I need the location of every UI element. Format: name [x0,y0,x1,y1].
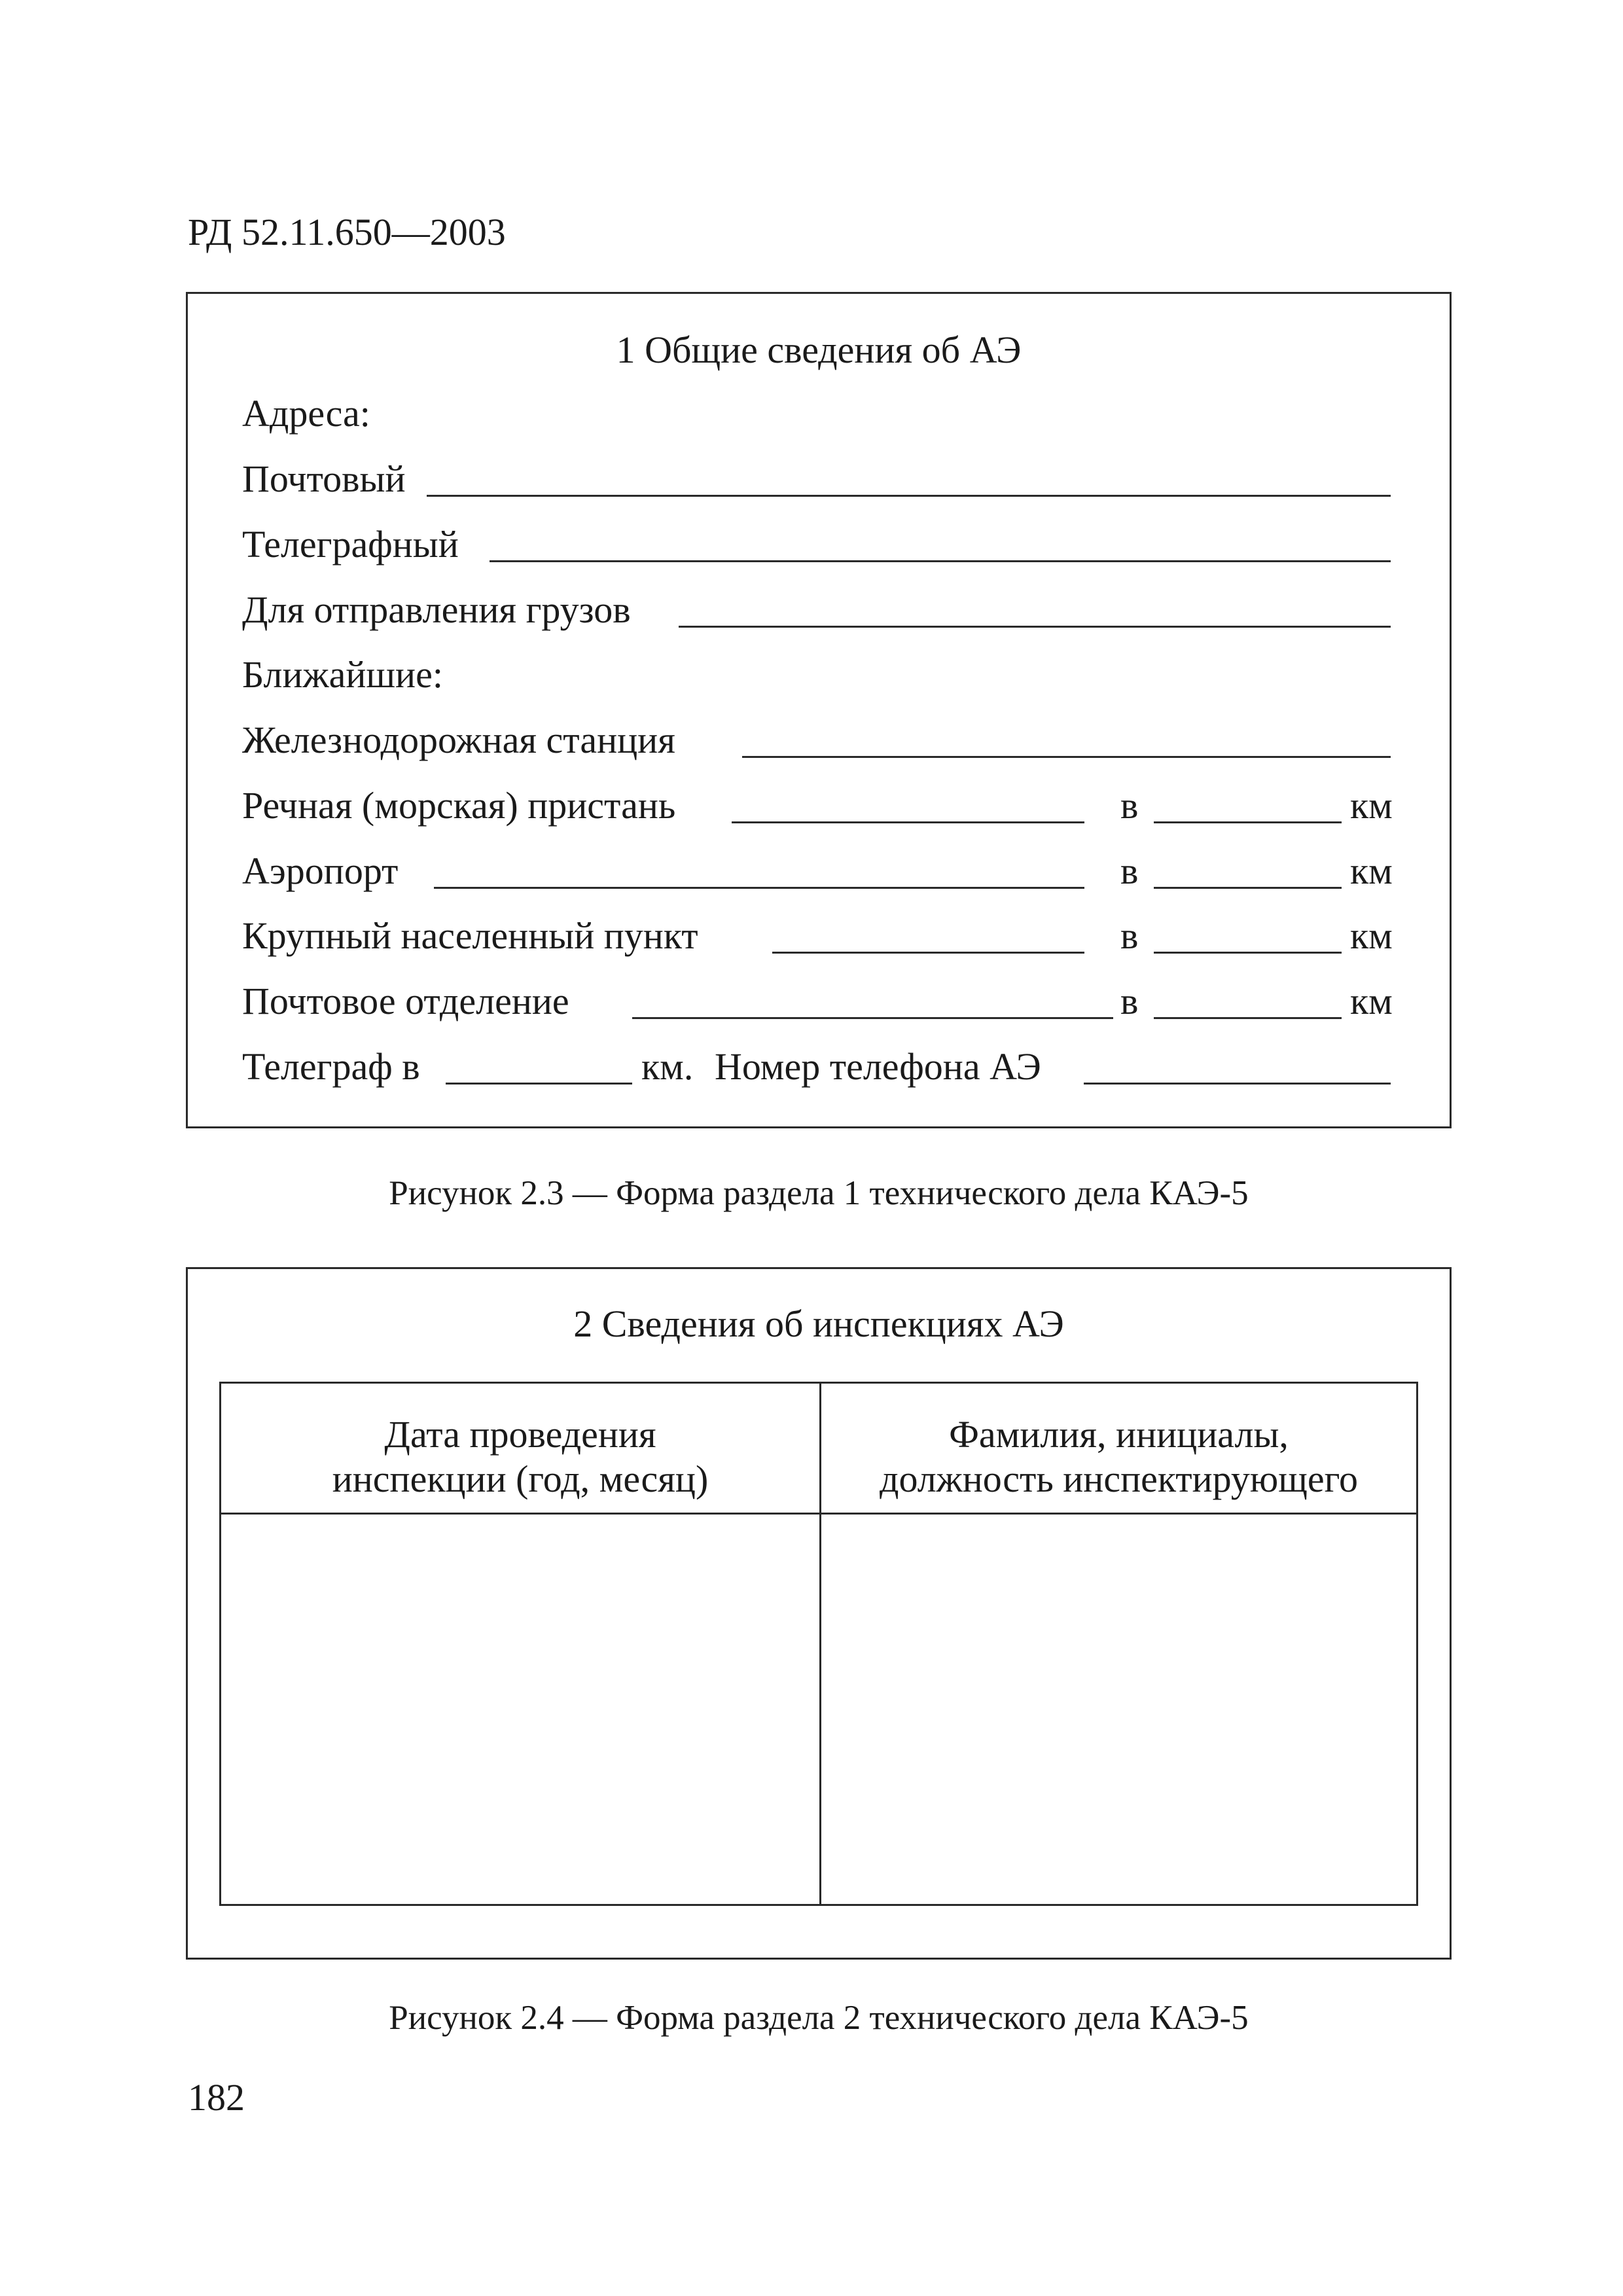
settlement-km-label: км [1350,914,1393,957]
table-header-line: инспекции (год, месяц) [332,1458,709,1500]
railway-station-field[interactable] [742,756,1391,758]
settlement-distance-field[interactable] [1154,952,1342,954]
airport-distance-field[interactable] [1154,887,1342,889]
settlement-label: Крупный населенный пункт [242,914,698,957]
telegraph-address-field[interactable] [490,560,1391,562]
section2-title: 2 Сведения об инспекциях АЭ [573,1302,1064,1345]
settlement-in-label: в [1120,914,1139,957]
figure-2-3-caption: Рисунок 2.3 — Форма раздела 1 технического дела КАЭ-5 [389,1174,1249,1212]
cargo-address-label: Для отправления грузов [242,588,631,631]
post-office-km-label: км [1350,980,1393,1022]
river-pier-field[interactable] [732,821,1084,823]
nearest-label: Ближайшие: [242,653,443,696]
telegraph-in-label: Телеграф в [242,1045,420,1088]
phone-number-label: Номер телефона АЭ [715,1045,1041,1088]
railway-station-label: Железнодорожная станция [242,719,675,761]
page-number: 182 [188,2076,245,2119]
telegraph-address-label: Телеграфный [242,523,459,565]
phone-number-field[interactable] [1084,1083,1391,1085]
table-header-line: должность инспектирующего [879,1458,1358,1500]
figure-2-4-caption: Рисунок 2.4 — Форма раздела 2 технического дела КАЭ-5 [389,1999,1249,2037]
post-office-label: Почтовое отделение [242,980,569,1022]
river-pier-distance-field[interactable] [1154,821,1342,823]
section1-title: 1 Общие сведения об АЭ [616,329,1022,371]
airport-field[interactable] [434,887,1084,889]
river-pier-km-label: км [1350,784,1393,827]
table-header-inspector [821,1412,1416,1501]
postal-address-label: Почтовый [242,457,406,500]
postal-address-field[interactable] [427,495,1391,497]
inspections-table [219,1382,1418,1906]
post-office-in-label: в [1120,980,1139,1022]
post-office-distance-field[interactable] [1154,1017,1342,1019]
table-header-inspection-date [221,1412,819,1501]
telegraph-km-label: км. [641,1045,694,1088]
cargo-address-field[interactable] [679,626,1391,628]
table-header-line: Фамилия, инициалы, [949,1413,1289,1456]
document-code: РД 52.11.650—2003 [188,211,506,253]
telegraph-distance-field[interactable] [446,1083,632,1085]
airport-km-label: км [1350,850,1393,892]
settlement-field[interactable] [772,952,1084,954]
table-header-line: Дата проведения [384,1413,656,1456]
river-pier-in-label: в [1120,784,1139,827]
inspection-date-entry-cell[interactable] [221,1515,819,1904]
inspector-entry-cell[interactable] [821,1515,1416,1904]
airport-label: Аэропорт [242,850,399,892]
river-pier-label: Речная (морская) пристань [242,784,676,827]
post-office-field[interactable] [632,1017,1113,1019]
addresses-label: Адреса: [242,392,370,435]
airport-in-label: в [1120,850,1139,892]
